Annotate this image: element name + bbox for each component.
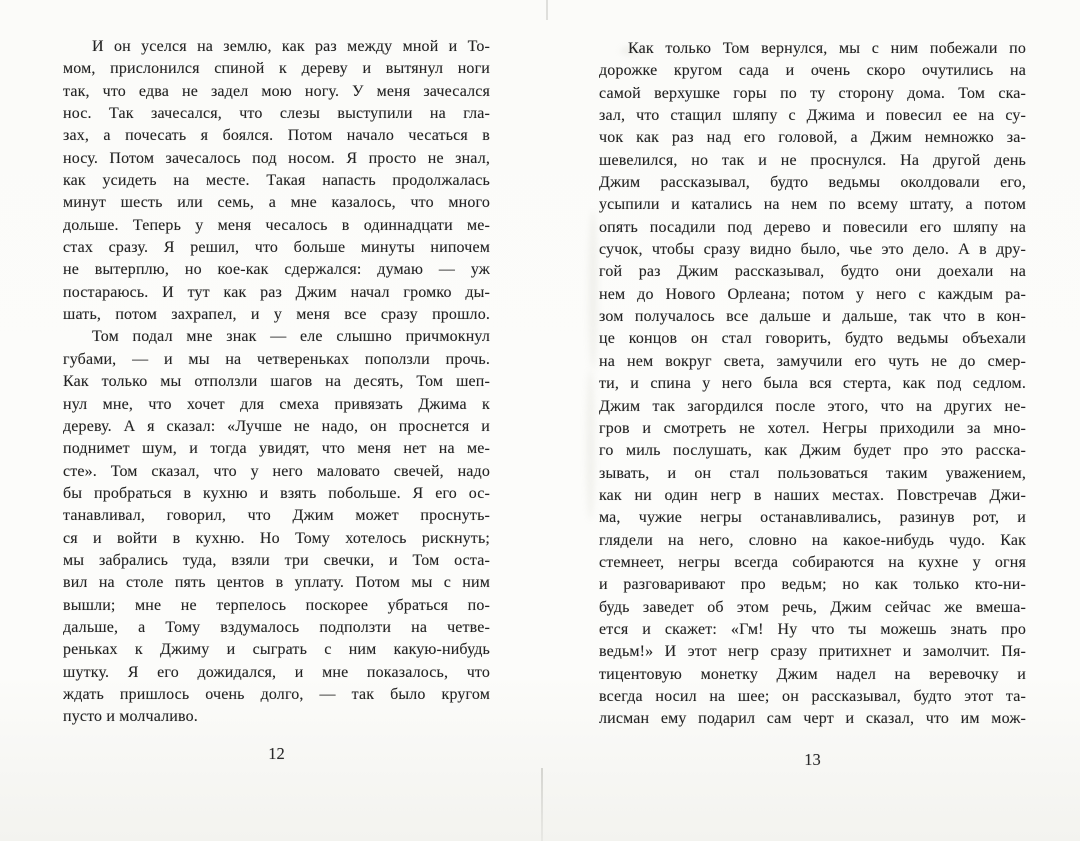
text-line: нем до Нового Орлеана; потом у него с каждым ра- xyxy=(599,285,1026,303)
text-line: пусто и молчаливо. xyxy=(63,708,198,726)
text-line: поднимет шум, и тогда увидят, что меня нет на ме- xyxy=(63,440,490,458)
text-line: дорожке кругом сада и очень скоро очутились на xyxy=(599,62,1026,80)
text-line: мом, прислонился спиной к дереву и вытянул ноги xyxy=(63,60,490,78)
scan-artifact xyxy=(586,370,595,520)
text-line: на нем вокруг света, замучили его чуть не до смер- xyxy=(599,352,1026,370)
text-line: нос. Так зачесался, что слезы выступили на гла- xyxy=(63,105,490,123)
text-line: шать, потом захрапел, и у меня все сразу прошло. xyxy=(63,306,490,324)
text-line: вил на столе пять центов в уплату. Потом мы с ним xyxy=(63,574,490,592)
text-line: нул мне, что хочет для смеха привязать Джима к xyxy=(63,395,490,413)
text-line: так, что едва не задел мою ногу. У меня зачесался xyxy=(63,82,490,100)
text-line: постараюсь. И тут как раз Джим начал громко ды- xyxy=(63,283,490,301)
text-line: будь заведет об этом речь, Джим сейчас же вмеша- xyxy=(599,598,1026,616)
text-line: дереву. А я сказал: «Лучше не надо, он проснется и xyxy=(63,417,490,435)
text-line: це концов он стал говорить, будто ведьмы объехали xyxy=(599,330,1026,348)
text-line: вышли; мне не терпелось поскорее убраться по- xyxy=(63,596,490,614)
text-line: дольше. Теперь у меня чесалось в одиннадцати ме- xyxy=(63,216,490,234)
text-line: Как только Том вернулся, мы с ним побежали по xyxy=(628,40,1026,57)
text-line: минут шесть или семь, а мне казалось, что много xyxy=(63,194,490,212)
text-line: ся и войти в кухню. Но Тому хотелось рискнуть; xyxy=(63,529,490,547)
text-line: не вытерплю, но кое-как сдержался: думаю — уж xyxy=(63,261,490,279)
text-line: и разговаривают про ведьм; но как только кто-ни- xyxy=(599,576,1026,594)
text-line: реньках к Джиму и сыграть с ним какую-нибудь xyxy=(63,641,490,659)
text-line: лисман ему подарил сам черт и сказал, что им мож- xyxy=(599,710,1026,728)
text-line: сте». Том сказал, что у него маловато свечей, надо xyxy=(63,462,490,480)
text-line: Джим рассказывал, будто ведьмы околдовали его, xyxy=(599,174,1026,192)
text-line: зывать, и он стал пользоваться таким уважением, xyxy=(599,464,1026,482)
text-line: го миль послушать, как Джим будет про это расска- xyxy=(599,442,1026,460)
text-line: зал, что стащил шляпу с Джима и повесил ее на су- xyxy=(599,107,1026,125)
text-line: бы пробраться в кухню и взять побольше. Я его ос- xyxy=(63,484,490,502)
text-line: ведьм!» И этот негр сразу притихнет и замолчит. Пя- xyxy=(599,643,1026,661)
text-line: гой раз Джим рассказывал, будто они доехали на xyxy=(599,263,1026,281)
text-line: чок как раз над его головой, а Джим немножко за- xyxy=(599,129,1026,147)
text-line: опять посадили под дерево и повесили его шляпу на xyxy=(599,218,1026,236)
text-line: гров и смотреть не хотел. Негры приходили за мно- xyxy=(599,419,1026,437)
gutter-shadow-top xyxy=(546,0,548,20)
text-line: Как только мы отползли шагов на десять, Том шеп- xyxy=(63,373,490,391)
text-line: тицентовую монетку Джим надел на веревочку и xyxy=(599,665,1026,683)
text-line: усыпили и катались на нем по всему штату, а потом xyxy=(599,196,1026,214)
page-number-left: 12 xyxy=(268,744,285,763)
text-line: всегда носил на шее; он рассказывал, будто этот та- xyxy=(599,687,1026,705)
text-line: самой верхушке горы по ту сторону дома. Том ска- xyxy=(599,84,1026,102)
text-line: Том подал мне знак — еле слышно причмокнул xyxy=(92,328,490,346)
text-line: зах, а почесать я боялся. Потом начало чесаться в xyxy=(63,127,490,145)
text-line: ется и скажет: «Гм! Ну что ты можешь знать про xyxy=(599,620,1026,638)
text-line: сучок, чтобы сразу видно было, чье это дело. А в дру- xyxy=(599,241,1026,259)
text-line: шутку. Я его дожидался, и мне показалось, что xyxy=(63,663,490,681)
text-line: Джим так загордился после этого, что на других не- xyxy=(599,397,1026,415)
text-line: шевелился, но так и не проснулся. На другой день xyxy=(599,151,1026,169)
text-line: ждать пришлось очень долго, — так было кругом xyxy=(63,685,490,703)
text-line: как усидеть на месте. Такая напасть продолжалась xyxy=(63,172,490,190)
text-line: И он уселся на землю, как раз между мной и То- xyxy=(92,38,490,55)
text-line: стемнеет, негры всегда собираются на кухне у огня xyxy=(599,553,1026,571)
text-line: дальше, а Тому вздумалось подползти на четве- xyxy=(63,618,490,636)
text-line: как ни один негр в наших местах. Повстречав Джи- xyxy=(599,486,1026,504)
text-line: мы забрались туда, взяли три свечки, и Том оста- xyxy=(63,551,490,569)
text-line: танавливал, говорил, что Джим может проснуть- xyxy=(63,507,490,525)
text-line: губами, — и мы на четвереньках поползли прочь. xyxy=(63,350,490,368)
page-right-text xyxy=(599,38,1026,731)
text-line: стах сразу. Я решил, что больше минуты нипочем xyxy=(63,239,490,257)
page-left-text xyxy=(63,36,490,729)
text-line: ти, и спина у него была вся стерта, как под седлом. xyxy=(599,375,1026,393)
scan-artifact xyxy=(588,210,598,370)
text-line: глядели на него, словно на какое-нибудь чудо. Как xyxy=(599,531,1026,549)
text-line: зом получалось все дальше и дальше, так что в кон- xyxy=(599,308,1026,326)
text-line: носу. Потом зачесалось под носом. Я просто не знал, xyxy=(63,149,490,167)
gutter-shadow-bottom xyxy=(541,768,543,841)
page-number-right: 13 xyxy=(804,750,821,769)
text-line: ма, чужие негры останавливались, разинув рот, и xyxy=(599,509,1026,527)
